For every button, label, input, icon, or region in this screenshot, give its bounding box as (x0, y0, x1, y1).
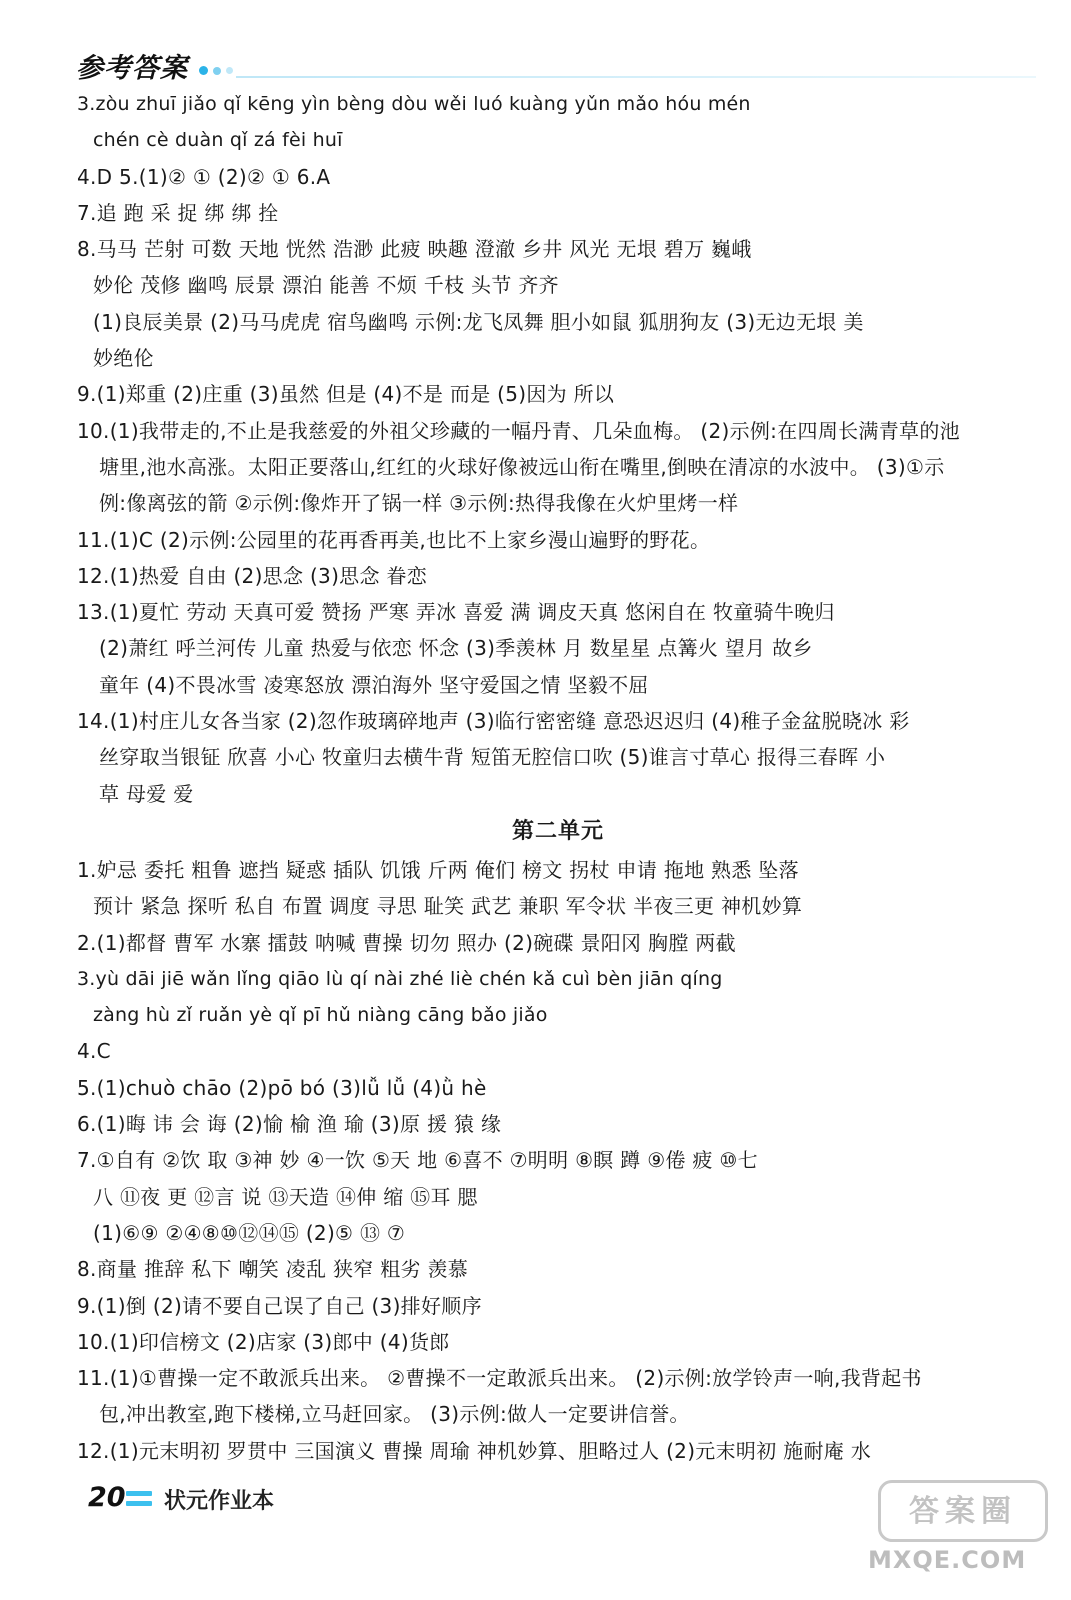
page-footer (88, 1482, 488, 1518)
answer-line: 妙伦 茂修 幽鸣 辰景 漂泊 能善 不烦 千枝 头节 齐齐 (93, 273, 559, 298)
answer-line: 11.(1)①曹操一定不敢派兵出来。 ②曹操不一定敢派兵出来。 (2)示例:放学铃声一响,我背起书 (77, 1366, 922, 1391)
answer-line: chén cè duàn qǐ zá fèi huī (93, 129, 343, 152)
watermark (868, 1480, 1048, 1580)
section-title-unit-2: 第二单元 (511, 818, 604, 844)
answer-line: 八 ⑪夜 更 ⑫言 说 ⑬天造 ⑭伸 缩 ⑮耳 腮 (93, 1184, 478, 1209)
answer-line: 2.(1)都督 曹军 水寨 擂鼓 呐喊 曹操 切勿 照办 (2)碗碟 景阳冈 胸膛 两截 (77, 930, 736, 955)
answer-line: 妙绝伦 (93, 346, 154, 371)
answer-line: 8.商量 推辞 私下 嘲笑 凌乱 狭窄 粗劣 羡慕 (77, 1257, 469, 1282)
answer-line: zàng hù zǐ ruǎn yè qǐ pī hǔ niàng cāng bǎo jiǎo (93, 1004, 548, 1027)
answer-line: 8.马马 芒射 可数 天地 恍然 浩渺 此疲 映趣 澄澈 乡井 风光 无垠 碧万 巍峨 (77, 237, 752, 262)
watermark-logo: 答案圈 (878, 1480, 1048, 1542)
answer-line: 例:像离弦的箭 ②示例:像炸开了锅一样 ③示例:热得我像在火炉里烤一样 (99, 491, 739, 516)
answer-line: 童年 (4)不畏冰雪 凌寒怒放 漂泊海外 坚守爱国之情 坚毅不屈 (99, 672, 649, 697)
answer-line: 预计 紧急 探听 私自 布置 调度 寻思 耻笑 武艺 兼职 军令状 半夜三更 神机妙算 (93, 894, 803, 919)
answer-line: 塘里,池水高涨。太阳正要落山,红红的火球好像被远山衔在嘴里,倒映在清凉的水波中。 (3)①示 (99, 454, 945, 479)
answer-line: 草 母爱 爱 (99, 781, 194, 806)
answer-line: 11.(1)C (2)示例:公园里的花再香再美,也比不上家乡漫山遍野的野花。 (77, 527, 711, 552)
answer-line: 10.(1)我带走的,不止是我慈爱的外祖父珍藏的一幅丹青、几朵血梅。 (2)示例:在四周长满青草的池 (77, 418, 960, 443)
header-dots-icon (199, 60, 238, 79)
answer-line: 包,冲出教室,跑下楼梯,立马赶回家。 (3)示例:做人一定要讲信誉。 (99, 1402, 690, 1427)
answer-line: 12.(1)热爱 自由 (2)思念 (3)思念 眷恋 (77, 563, 428, 588)
answer-line: 5.(1)chuò chāo (2)pō bó (3)lǚ lǚ (4)ǜ hè (77, 1075, 487, 1100)
answer-line: (2)萧红 呼兰河传 儿童 热爱与依恋 怀念 (3)季羡林 月 数星星 点篝火 望月 故乡 (99, 636, 813, 661)
answer-line: 14.(1)村庄儿女各当家 (2)忽作玻璃碎地声 (3)临行密密缝 意恐迟迟归 (4)稚子金盆脱晓冰 彩 (77, 709, 910, 734)
answer-content (77, 86, 1039, 1469)
page-header (76, 46, 1036, 86)
answer-line: 丝穿取当银钲 欣喜 小心 牧童归去横牛背 短笛无腔信口吹 (5)谁言寸草心 报得三春晖 小 (99, 745, 886, 770)
answer-line: 9.(1)郑重 (2)庄重 (3)虽然 但是 (4)不是 而是 (5)因为 所以 (77, 382, 615, 407)
answer-line: 3.yù dāi jiē wǎn lǐng qiāo lù qí nài zhé liè chén kǎ cuì bèn jiān qíng (77, 967, 723, 990)
answer-line: 13.(1)夏忙 劳动 天真可爱 赞扬 严寒 弄冰 喜爱 满 调皮天真 悠闲自在 牧童骑牛晚归 (77, 600, 835, 625)
answer-line: 4.D 5.(1)② ① (2)② ① 6.A (77, 164, 331, 189)
answer-line: 6.(1)晦 讳 会 诲 (2)愉 榆 渔 瑜 (3)原 援 猿 缘 (77, 1112, 502, 1137)
answer-line: 9.(1)倒 (2)请不要自己误了自己 (3)排好顺序 (77, 1293, 482, 1318)
answer-line: 10.(1)印信榜文 (2)店家 (3)郎中 (4)货郎 (77, 1329, 450, 1354)
page-title: 参考答案 (76, 53, 188, 84)
answer-line: (1)良辰美景 (2)马马虎虎 宿鸟幽鸣 示例:龙飞凤舞 胆小如鼠 狐朋狗友 (3)无边无垠 美 (93, 309, 864, 334)
watermark-url: MXQE.COM (868, 1546, 1027, 1574)
answer-line: 7.追 跑 采 捉 绑 绑 拴 (77, 200, 279, 225)
footer-bars-icon (126, 1491, 152, 1511)
page-number: 20 (88, 1482, 126, 1513)
answer-line: 4.C (77, 1039, 111, 1064)
answer-line: 1.妒忌 委托 粗鲁 遮挡 疑惑 插队 饥饿 斤两 俺们 榜文 拐杖 申请 拖地 熟悉 坠落 (77, 857, 799, 882)
header-rule (236, 76, 1036, 78)
book-title: 状元作业本 (164, 1489, 275, 1514)
answer-line: (1)⑥⑨ ②④⑧⑩⑫⑭⑮ (2)⑤ ⑬ ⑦ (93, 1220, 406, 1245)
answer-line: 3.zòu zhuī jiǎo qǐ kēng yìn bèng dòu wěi luó kuàng yǔn mǎo hóu mén (77, 93, 751, 115)
answer-line: 12.(1)元末明初 罗贯中 三国演义 曹操 周瑜 神机妙算、胆略过人 (2)元末明初 施耐庵 水 (77, 1438, 872, 1463)
answer-line: 7.①自有 ②饮 取 ③神 妙 ④一饮 ⑤天 地 ⑥喜不 ⑦明明 ⑧瞑 蹲 ⑨倦 疲 ⑩七 (77, 1148, 758, 1173)
